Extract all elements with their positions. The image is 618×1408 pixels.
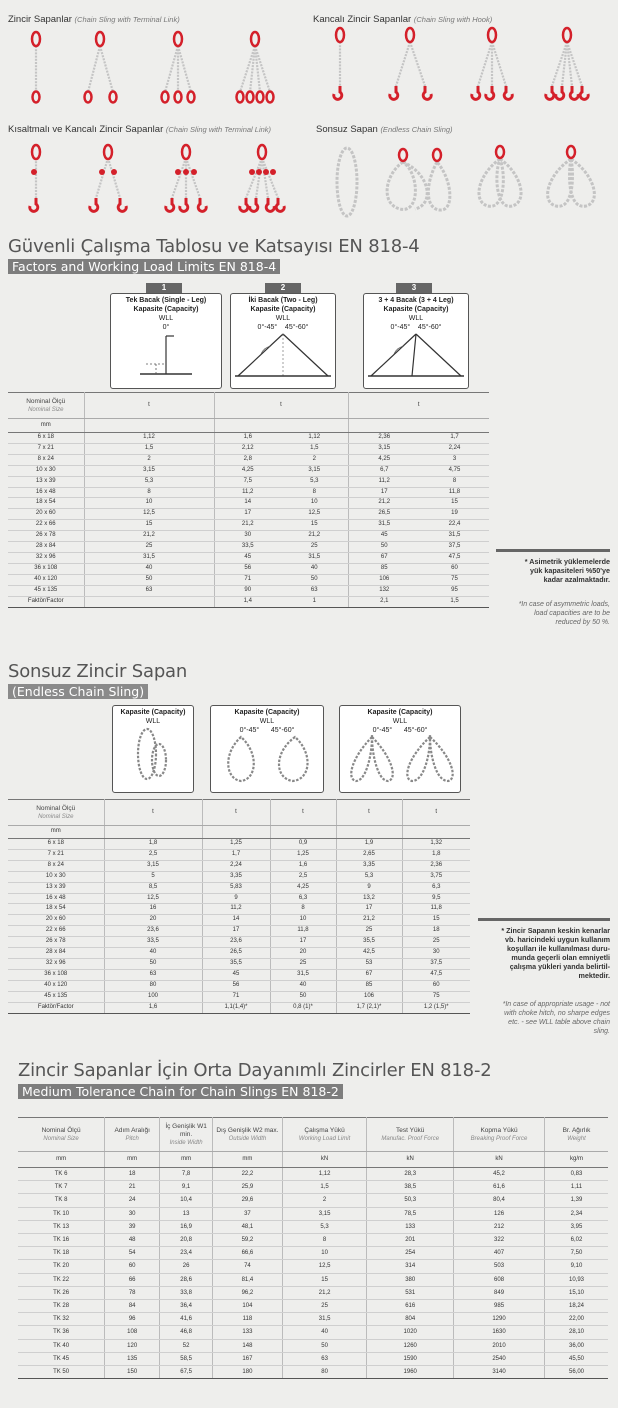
two-leg-diagram <box>233 332 333 380</box>
table-row: 20 x 60 20 14 10 21,2 15 <box>8 915 470 926</box>
table-row: 36 x 108 40 56 40 85 60 <box>8 563 489 574</box>
card-three-four-leg: 3 + 4 Bacak (3 + 4 Leg) Kapasite (Capacity) WLL 0°-45° 45°-60° <box>363 293 469 389</box>
table-row: 28 x 84 25 33,5 25 50 37,5 <box>8 542 489 553</box>
table-row: TK 16 48 20,8 59,2 8 201 322 6,02 <box>18 1234 608 1247</box>
table-row: TK 18 54 23,4 66,6 10 254 407 7,50 <box>18 1247 608 1260</box>
table-row: 22 x 66 15 21,2 15 31,5 22,4 <box>8 520 489 531</box>
table3-header-row <box>18 1118 608 1152</box>
factor-row: Faktör/Factor 1,4 1 2,1 1,5 <box>8 596 489 607</box>
card2-number: 2 <box>265 283 301 293</box>
table-row: 13 x 39 8,5 5,83 4,25 9 6,3 <box>8 882 470 893</box>
table-row: TK 32 96 41,6 118 31,5 804 1290 22,00 <box>18 1313 608 1326</box>
table-row: 45 x 135 63 90 63 132 95 <box>8 585 489 596</box>
table-row: 45 x 135 100 71 50 106 75 <box>8 991 470 1002</box>
endless-single-diagram <box>123 726 183 782</box>
column-header: Adım Aralığı Pitch <box>105 1118 160 1152</box>
table-row: 40 x 120 50 71 50 106 75 <box>8 574 489 585</box>
table-row: 13 x 39 5,3 7,5 5,3 11,2 8 <box>8 476 489 487</box>
table-row: 10 x 30 3,15 4,25 3,15 6,7 4,75 <box>8 465 489 476</box>
card3-number: 3 <box>396 283 432 293</box>
card-endless-four: Kapasite (Capacity) WLL 0°-45° 45°-60° <box>339 705 461 793</box>
table-row: 16 x 48 8 11,2 8 17 11,8 <box>8 487 489 498</box>
table-row: TK 40 120 52 148 50 1260 2010 36,00 <box>18 1339 608 1352</box>
table-row: TK 13 39 16,9 48,1 5,3 133 212 3,95 <box>18 1220 608 1233</box>
table-row: 7 x 21 2,5 1,7 1,25 2,65 1,8 <box>8 849 470 860</box>
column-header: Dış Genişlik W2 max. Outside Width <box>213 1118 283 1152</box>
column-header: İç Genişlik W1 min. Inside Width <box>160 1118 213 1152</box>
card-endless-two: Kapasite (Capacity) WLL 0°-45° 45°-60° <box>210 705 324 793</box>
note2-bar <box>478 918 610 921</box>
factor-row: Faktör/Factor 1,6 1,1(1,4)* 0,8 (1)* 1,7 (2,1)* 1,2 (1,5)* <box>8 1002 470 1013</box>
three-leg-diagram <box>366 332 466 380</box>
table-row: 20 x 60 12,5 17 12,5 26,5 19 <box>8 509 489 520</box>
table-row: 32 x 96 50 35,5 25 53 37,5 <box>8 958 470 969</box>
table2-title: Sonsuz Zincir Sapan <box>8 661 188 682</box>
note1-tr: * Asimetrik yüklemelerde yük kapasiteleri %50'ye kadar azalmaktadır. <box>524 557 610 584</box>
table-row: 7 x 21 1,5 2,12 1,5 3,15 2,24 <box>8 443 489 454</box>
note2-tr: * Zincir Sapanın keskin kenarlar vb. haricindeki uygun kullanım koşulları ile kullanılması duru- munda geçerli olan emniyetli çalışma yükleri yanda belirtil- mektedir. <box>501 926 610 980</box>
table-row: 10 x 30 5 3,35 2,5 5,3 3,75 <box>8 871 470 882</box>
sling-illustrations <box>0 24 618 224</box>
column-header: Çalışma Yükü Working Load Limit <box>282 1118 367 1152</box>
table-row: TK 10 30 13 37 3,15 78,5 126 2,34 <box>18 1207 608 1220</box>
column-header: Kopma Yükü Breaking Proof Force <box>454 1118 545 1152</box>
section-label-endless: Sonsuz Sapan (Endless Chain Sling) <box>316 124 453 135</box>
table3-units-row: mm mm mm mm kN kN kN kg/m <box>18 1152 608 1168</box>
table-row: TK 36 108 46,8 133 40 1020 1630 28,10 <box>18 1326 608 1339</box>
note2-en: *In case of appropriate usage - not with choke hitch, no sharpe edges etc. - see WLL table above chain sling. <box>502 1001 610 1035</box>
table3-subtitle: Medium Tolerance Chain for Chain Slings EN 818-2 <box>18 1084 343 1099</box>
table-row: 18 x 54 16 11,2 8 17 11,8 <box>8 904 470 915</box>
table-row: 8 x 24 2 2,8 2 4,25 3 <box>8 454 489 465</box>
table2-subtitle: (Endless Chain Sling) <box>8 684 148 699</box>
table-row: TK 7 21 9,1 25,9 1,5 38,5 61,6 1,11 <box>18 1181 608 1194</box>
section-label-hook: Kancalı Zincir Sapanlar (Chain Sling with Hook) <box>313 14 493 25</box>
table-row: TK 6 18 7,8 22,2 1,12 28,3 45,2 0,83 <box>18 1168 608 1181</box>
table-row: TK 50 150 67,5 180 80 1960 3140 56,00 <box>18 1366 608 1379</box>
single-leg-diagram <box>136 334 196 380</box>
table3-chains <box>18 1117 608 1379</box>
note1-bar <box>496 549 610 552</box>
table-row: TK 8 24 10,4 29,6 2 50,3 80,4 1,39 <box>18 1194 608 1207</box>
section-label-shortening-hook: Kısaltmalı ve Kancalı Zincir Sapanlar (Chain Sling with Terminal Link) <box>8 124 272 135</box>
table-row: 32 x 96 31,5 45 31,5 67 47,5 <box>8 552 489 563</box>
table-row: 16 x 48 12,5 9 6,3 13,2 9,5 <box>8 893 470 904</box>
table1-subtitle: Factors and Working Load Limits EN 818-4 <box>8 259 280 274</box>
table3-title: Zincir Sapanlar İçin Orta Dayanımlı Zincirler EN 818-2 <box>18 1060 492 1081</box>
column-header: Br. Ağırlık Weight <box>544 1118 608 1152</box>
table-row: 6 x 18 1,12 1,6 1,12 2,36 1,7 <box>8 433 489 444</box>
column-header: Test Yükü Manufac. Proof Force <box>367 1118 454 1152</box>
note1-en: *In case of asymmetric loads, load capacities are to be reduced by 50 %. <box>518 601 610 626</box>
table-row: TK 22 66 28,6 81,4 15 380 608 10,93 <box>18 1273 608 1286</box>
table-row: 6 x 18 1,8 1,25 0,9 1,9 1,32 <box>8 839 470 850</box>
section-label-terminal-link: Zincir Sapanlar (Chain Sling with Terminal Link) <box>8 14 180 25</box>
table-row: 26 x 78 33,5 23,6 17 35,5 25 <box>8 937 470 948</box>
card-two-leg: İki Bacak (Two - Leg) Kapasite (Capacity) WLL 0°-45° 45°-60° <box>230 293 336 389</box>
table-row: TK 26 78 33,8 96,2 21,2 531 849 15,10 <box>18 1286 608 1299</box>
card1-number: 1 <box>146 283 182 293</box>
table-row: TK 45 135 58,5 167 63 1590 2540 45,50 <box>18 1352 608 1365</box>
table2-endless: Nominal Ölçü Nominal Size t t t t t mm 6 x 18 1,8 1,25 0,9 1,9 1,32 7 x 21 2,5 1,7 1,25 2,65 1,8 8 x 24 3,15 2,24 1,6 3,35 2,36 10 x 30 5 3,35 2,5 5,3 3,75 13 x 39 8,5 5,83 4,25 9 6,3 16 x 48 12,5 9 6,3 13,2 9,5 18 x 54 16 11,2 8 17 11,8 20 x 60 20 14 10 21,2 15 22 x 66 23,6 17 11,8 25 18 26 x 78 33,5 23,6 17 35,5 25 28 x 84 40 26,5 20 42,5 30 32 x 96 50 35,5 25 53 37,5 36 x 108 63 45 31,5 67 47,5 40 x 120 80 56 40 85 60 45 x 135 100 71 50 106 75 Faktör/Factor 1,6 1,1(1,4)* 0,8 (1)* 1,7 (2,1)* 1,2 (1,5)* <box>8 799 470 1014</box>
table-row: TK 28 84 36,4 104 25 616 985 18,24 <box>18 1300 608 1313</box>
card-endless-single: Kapasite (Capacity) WLL <box>112 705 194 793</box>
table-row: 40 x 120 80 56 40 85 60 <box>8 980 470 991</box>
card-single-leg: Tek Bacak (Single - Leg) Kapasite (Capacity) WLL 0° <box>110 293 222 389</box>
column-header: Nominal Ölçü Nominal Size <box>18 1118 105 1152</box>
table-row: 22 x 66 23,6 17 11,8 25 18 <box>8 926 470 937</box>
table1-wll: Nominal Ölçü Nominal Size t t t mm 6 x 18 1,12 1,6 1,12 2,36 1,7 7 x 21 1,5 2,12 1,5 3,15 2,24 8 x 24 2 2,8 2 4,25 3 10 x 30 3,15 4,25 3,15 6,7 4,75 13 x 39 5,3 7,5 5,3 11,2 8 16 x 48 8 11,2 8 17 11,8 18 x 54 10 14 10 21,2 15 20 x 60 12,5 17 12,5 26,5 19 22 x 66 15 21,2 15 31,5 22,4 26 x 78 21,2 30 21,2 45 31,5 28 x 84 25 33,5 25 50 37,5 32 x 96 31,5 45 31,5 67 47,5 36 x 108 40 56 40 85 60 40 x 120 50 71 50 106 75 45 x 135 63 90 63 132 95 Faktör/Factor 1,4 1 2,1 1,5 <box>8 392 489 608</box>
table-row: 8 x 24 3,15 2,24 1,6 3,35 2,36 <box>8 860 470 871</box>
table-row: 26 x 78 21,2 30 21,2 45 31,5 <box>8 531 489 542</box>
endless-two-diagram <box>213 735 321 785</box>
table-row: 28 x 84 40 26,5 20 42,5 30 <box>8 948 470 959</box>
endless-four-diagram <box>342 735 458 785</box>
table-row: TK 20 60 26 74 12,5 314 503 9,10 <box>18 1260 608 1273</box>
table1-title: Güvenli Çalışma Tablosu ve Katsayısı EN 818-4 <box>8 236 420 257</box>
table-row: 18 x 54 10 14 10 21,2 15 <box>8 498 489 509</box>
table-row: 36 x 108 63 45 31,5 67 47,5 <box>8 969 470 980</box>
